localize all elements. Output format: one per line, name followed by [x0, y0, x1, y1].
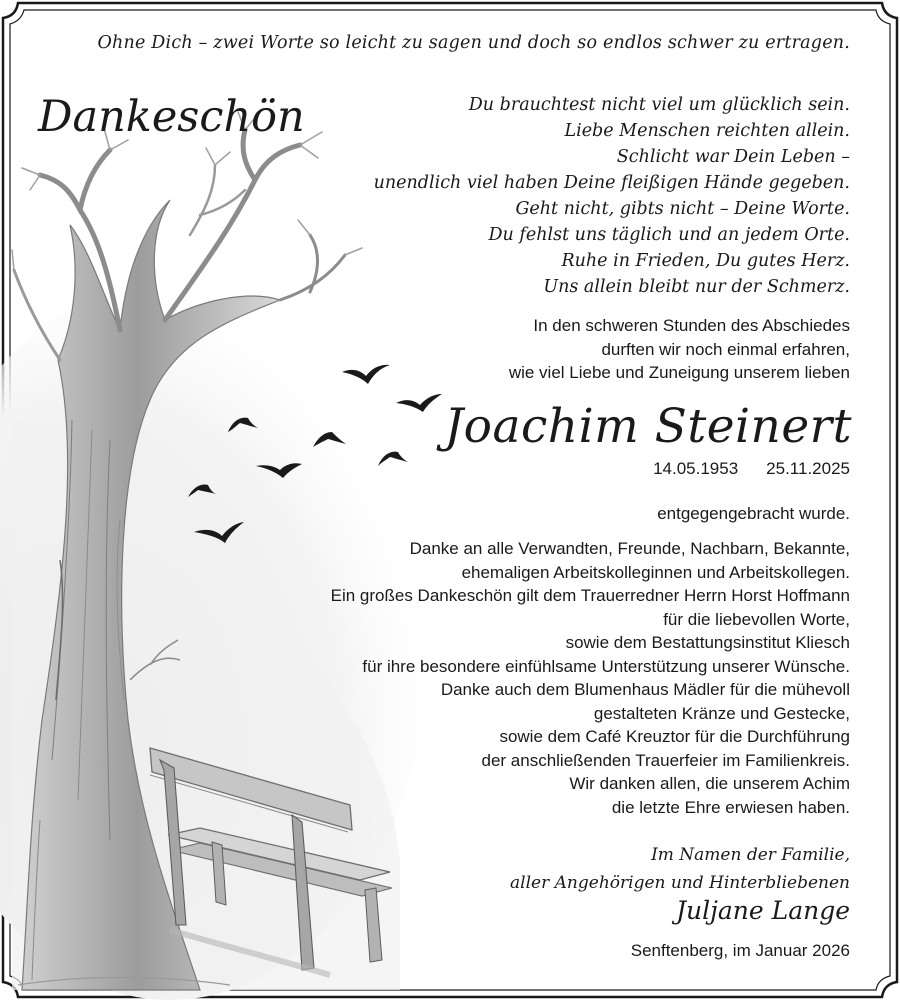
poem-line: Ruhe in Frieden, Du gutes Herz. — [561, 251, 850, 271]
heading: Dankeschön — [38, 92, 305, 142]
thanks-line: die letzte Ehre erwiesen haben. — [611, 797, 850, 817]
closing-line: Im Namen der Familie, — [651, 845, 850, 865]
death-date: 25.11.2025 — [766, 459, 850, 478]
intro-line: In den schweren Stunden des Abschiedes — [533, 316, 850, 335]
thanks-line: sowie dem Café Kreuztor für die Durchführung — [499, 727, 850, 746]
thanks-line: für ihre besondere einfühlsame Unterstützung unserer Wünsche. — [362, 656, 850, 676]
after-name-text: entgegengebracht wurde. — [657, 504, 850, 523]
signer-name: Juljane Lange — [675, 896, 850, 925]
intro-line: durften wir noch einmal erfahren, — [601, 339, 850, 359]
motto: Ohne Dich – zwei Worte so leicht zu sagen und doch so endlos schwer zu ertragen. — [97, 33, 850, 53]
thanks-line: sowie dem Bestattungsinstitut Kliesch — [565, 633, 850, 652]
birth-date: 14.05.1953 — [653, 459, 739, 478]
place-date: Senftenberg, im Januar 2026 — [630, 941, 850, 960]
thanks-line: Danke an alle Verwandten, Freunde, Nachbarn, Bekannte, — [409, 539, 850, 558]
poem-line: Uns allein bleibt nur der Schmerz. — [543, 277, 850, 297]
poem-line: Liebe Menschen reichten allein. — [564, 121, 850, 141]
poem-line: Du fehlst uns täglich und an jedem Orte. — [488, 225, 850, 245]
closing-line: aller Angehörigen und Hinterbliebenen — [510, 873, 850, 893]
thanks-line: Wir danken allen, die unserem Achim — [569, 774, 850, 793]
poem-line: Schlicht war Dein Leben – — [616, 147, 850, 167]
poem-line: unendlich viel haben Deine fleißigen Hände gegeben. — [373, 173, 850, 193]
closing-text — [510, 841, 850, 897]
intro-text — [509, 314, 850, 385]
thanks-line: Danke auch dem Blumenhaus Mädler für die mühevoll — [440, 680, 850, 699]
thanks-line: gestalteten Kränze und Gestecke, — [593, 703, 850, 723]
intro-line: wie viel Liebe und Zuneigung unserem lieben — [508, 363, 850, 382]
poem-line: Du brauchtest nicht viel um glücklich sein. — [468, 95, 850, 115]
deceased-name: Joachim Steinert — [444, 399, 852, 454]
thanks-line: ehemaligen Arbeitskolleginnen und Arbeitskollegen. — [461, 562, 850, 582]
thanks-line: Ein großes Dankeschön gilt dem Trauerredner Herrn Horst Hoffmann — [330, 586, 850, 605]
thanks-line: der anschließenden Trauerfeier im Familienkreis. — [481, 750, 850, 770]
poem — [374, 92, 850, 300]
thanks-line: für die liebevollen Worte, — [663, 609, 850, 629]
life-dates — [653, 459, 850, 479]
thanks-text — [331, 537, 850, 819]
poem-line: Geht nicht, gibts nicht – Deine Worte. — [515, 199, 850, 219]
